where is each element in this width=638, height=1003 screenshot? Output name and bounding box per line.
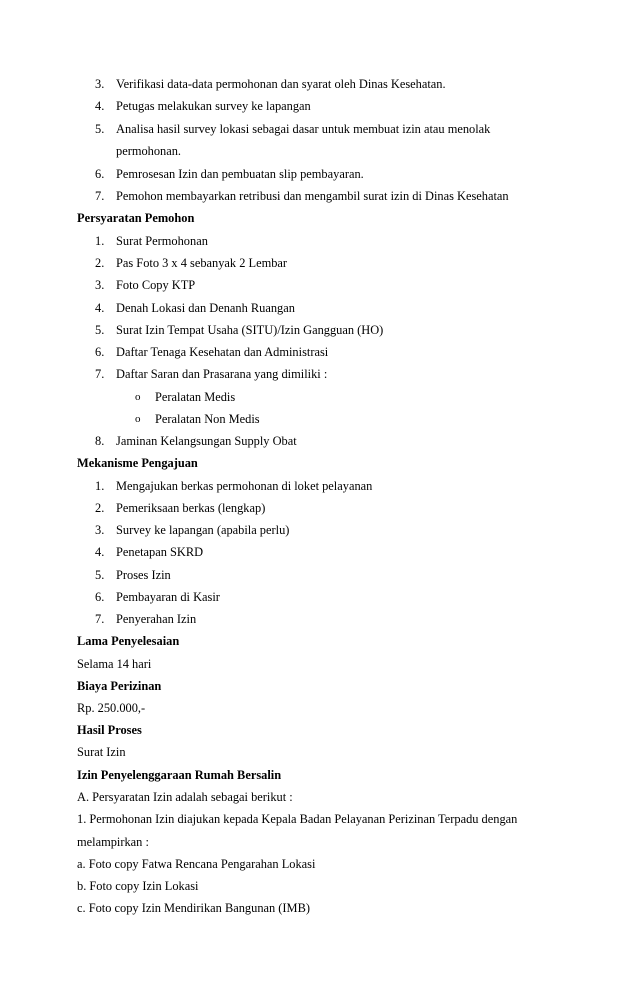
list-number: 1.	[95, 234, 105, 248]
bullet-icon: o	[135, 413, 141, 425]
list-item: Petugas melakukan survey ke lapangan	[116, 99, 311, 113]
list-number: 1.	[95, 479, 105, 493]
list-item: Daftar Saran dan Prasarana yang dimiliki :	[116, 367, 328, 381]
list-number: 5.	[95, 568, 105, 582]
list-item: Denah Lokasi dan Denanh Ruangan	[116, 301, 295, 315]
section-heading-mekanisme: Mekanisme Pengajuan	[77, 456, 198, 470]
paragraph-line: c. Foto copy Izin Mendirikan Bangunan (IMB)	[77, 901, 310, 915]
section-heading-lama: Lama Penyelesaian	[77, 634, 180, 648]
list-number: 5.	[95, 122, 105, 136]
list-item: Mengajukan berkas permohonan di loket pelayanan	[116, 479, 373, 493]
list-item: Pemrosesan Izin dan pembuatan slip pembayaran.	[116, 167, 364, 181]
list-item: Pas Foto 3 x 4 sebanyak 2 Lembar	[116, 256, 288, 270]
bullet-icon: o	[135, 391, 141, 403]
section-heading-biaya: Biaya Perizinan	[77, 679, 162, 693]
sublist-item: Peralatan Medis	[155, 390, 236, 404]
list-number: 3.	[95, 278, 105, 292]
list-number: 3.	[95, 523, 105, 537]
list-item: Surat Permohonan	[116, 234, 208, 248]
paragraph-line: a. Foto copy Fatwa Rencana Pengarahan Lokasi	[77, 857, 316, 871]
paragraph-line: b. Foto copy Izin Lokasi	[77, 879, 199, 893]
paragraph-line: A. Persyaratan Izin adalah sebagai berikut :	[77, 790, 293, 804]
list-number: 6.	[95, 167, 105, 181]
list-number: 2.	[95, 501, 105, 515]
list-number: 6.	[95, 590, 105, 604]
list-item: Analisa hasil survey lokasi sebagai dasar untuk membuat izin atau menolak	[116, 122, 491, 136]
list-item: Daftar Tenaga Kesehatan dan Administrasi	[116, 345, 329, 359]
list-item: Foto Copy KTP	[116, 278, 196, 292]
section-text-biaya: Rp. 250.000,-	[77, 701, 146, 715]
list-number: 7.	[95, 612, 105, 626]
list-item: Surat Izin Tempat Usaha (SITU)/Izin Gangguan (HO)	[116, 323, 384, 337]
section-heading-hasil: Hasil Proses	[77, 723, 142, 737]
list-item: Proses Izin	[116, 568, 171, 582]
list-item: Pembayaran di Kasir	[116, 590, 220, 604]
list-number: 5.	[95, 323, 105, 337]
list-item: Pemohon membayarkan retribusi dan mengambil surat izin di Dinas Kesehatan	[116, 189, 509, 203]
section-heading-izin-rumah-bersalin: Izin Penyelenggaraan Rumah Bersalin	[77, 768, 282, 782]
section-text-hasil: Surat Izin	[77, 745, 126, 759]
list-number: 4.	[95, 301, 105, 315]
list-number: 7.	[95, 189, 105, 203]
list-item: Verifikasi data-data permohonan dan syarat oleh Dinas Kesehatan.	[116, 77, 446, 91]
list-number: 7.	[95, 367, 105, 381]
paragraph-line: melampirkan :	[77, 835, 149, 849]
list-item: Survey ke lapangan (apabila perlu)	[116, 523, 290, 537]
section-heading-persyaratan: Persyaratan Pemohon	[77, 211, 195, 225]
sublist-item: Peralatan Non Medis	[155, 412, 260, 426]
list-number: 2.	[95, 256, 105, 270]
list-number: 8.	[95, 434, 105, 448]
list-item: Pemeriksaan berkas (lengkap)	[116, 501, 266, 515]
list-item: Jaminan Kelangsungan Supply Obat	[116, 434, 297, 448]
list-item-continuation: permohonan.	[116, 144, 182, 158]
list-item: Penyerahan Izin	[116, 612, 197, 626]
list-number: 6.	[95, 345, 105, 359]
section-text-lama: Selama 14 hari	[77, 657, 152, 671]
list-item: Penetapan SKRD	[116, 545, 204, 559]
list-number: 4.	[95, 99, 105, 113]
list-number: 3.	[95, 77, 105, 91]
paragraph-line: 1. Permohonan Izin diajukan kepada Kepala Badan Pelayanan Perizinan Terpadu dengan	[77, 812, 518, 826]
list-number: 4.	[95, 545, 105, 559]
